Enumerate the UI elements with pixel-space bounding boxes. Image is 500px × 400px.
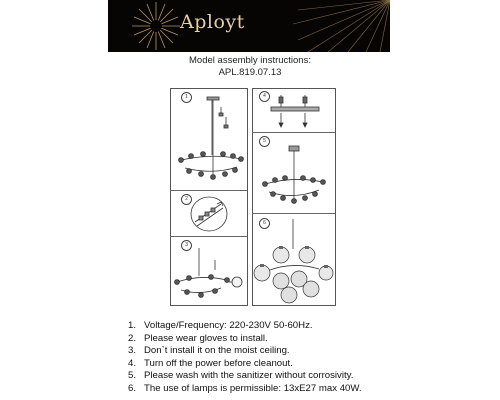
panel-divider: [170, 236, 247, 237]
bracket-closeup-diagram: [171, 192, 246, 236]
chandelier-assembly-diagram: [171, 95, 246, 190]
instructions-list: [128, 320, 362, 396]
instruction-number: 3.: [128, 345, 137, 357]
step-number-marker: 6: [259, 218, 270, 229]
instruction-number: 6.: [128, 382, 137, 394]
step-number-marker: 2: [181, 194, 192, 205]
brand-banner: [108, 0, 390, 52]
instruction-text: Voltage/Frequency: 220-230V 50-60Hz.: [144, 320, 313, 331]
panel-divider: [170, 190, 247, 191]
ceiling-bracket-diagram: [253, 89, 334, 132]
step-number-marker: 5: [259, 136, 270, 147]
instruction-item: [128, 333, 362, 346]
mounted-chandelier-diagram: [253, 134, 334, 213]
instruction-text: Please wash with the sanitizer without corrosivity.: [144, 370, 354, 382]
instruction-number: 5.: [128, 370, 137, 382]
instruction-number: 1.: [128, 320, 137, 331]
shade-installation-diagram: [171, 238, 246, 304]
step-number-marker: 1: [181, 92, 192, 103]
instruction-item: [128, 370, 362, 383]
instruction-text: Turn off the power before cleanout.: [144, 357, 293, 369]
model-number: APL.819.07.13: [218, 67, 282, 78]
instruction-number: 2.: [128, 332, 137, 344]
step-number-marker: 3: [181, 240, 192, 251]
panel-divider: [252, 213, 335, 214]
instruction-item: [128, 345, 362, 358]
instruction-item: [128, 320, 362, 333]
instruction-number: 4.: [128, 357, 137, 369]
instruction-item: [128, 358, 362, 371]
brand-name: Aployt: [180, 11, 245, 33]
document-title: Model assembly instructions:: [189, 55, 311, 66]
finished-chandelier-diagram: [253, 215, 334, 304]
instruction-text: The use of lamps is permissible: 13xE27 max 40W.: [144, 382, 362, 394]
instruction-text: Please wear gloves to install.: [144, 332, 268, 344]
panel-divider: [252, 132, 335, 133]
instruction-item: [128, 383, 362, 396]
instruction-text: Don`t install it on the moist ceiling.: [144, 345, 290, 357]
step-number-marker: 4: [259, 91, 270, 102]
sunburst-logo-icon: [108, 0, 390, 52]
